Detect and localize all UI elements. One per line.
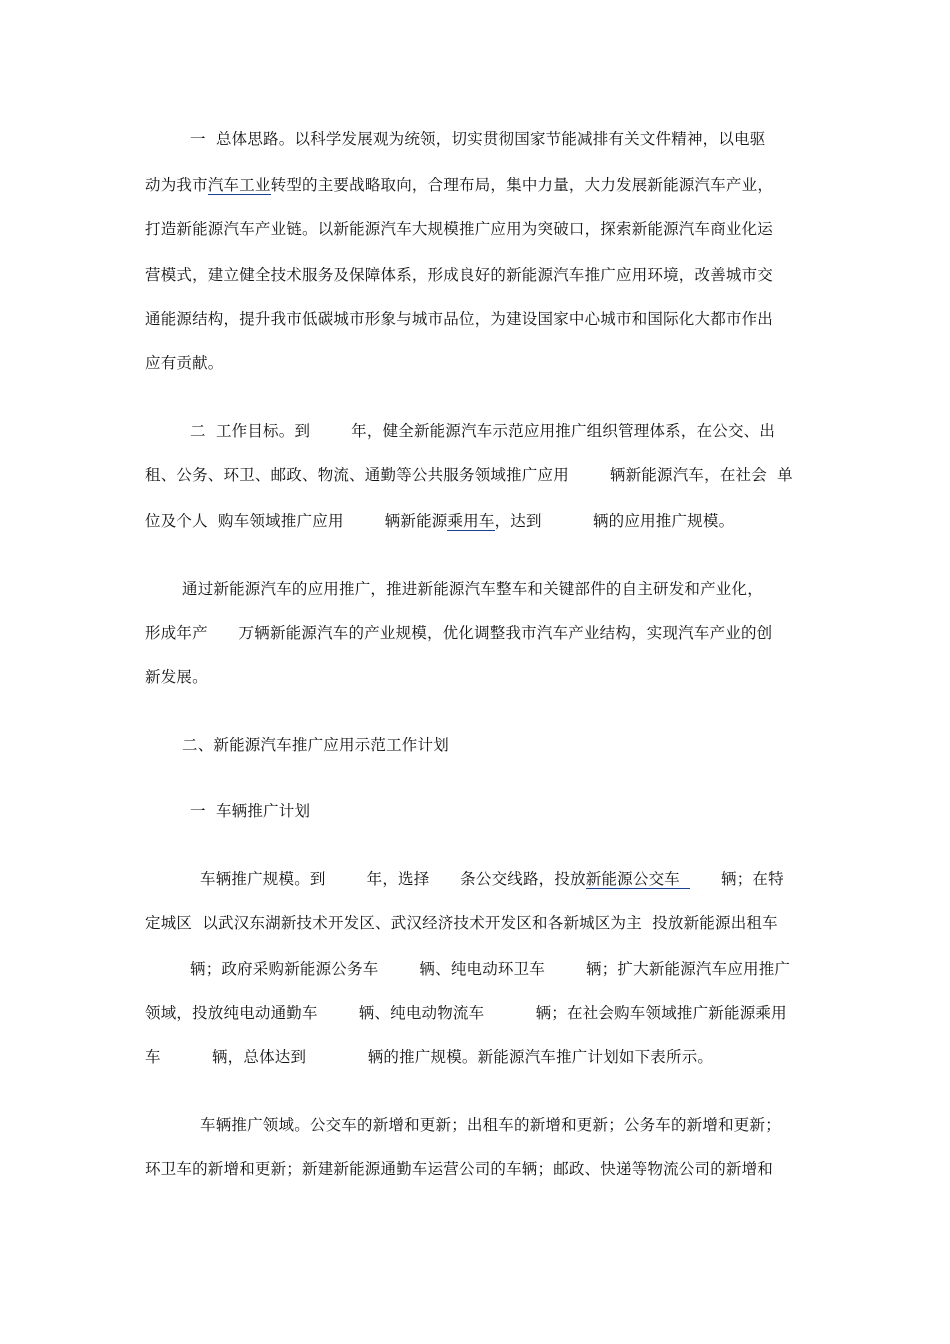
p1-line-2b: 转型的主要战略取向，合理布局，集中力量，大力发展新能源汽车产业， <box>270 176 774 194</box>
p1-line-2a: 动为我市 <box>145 176 208 194</box>
p4-line-4: 领域，投放纯电动通勤车 辆、纯电动物流车 辆；在社会购车领域推广新能源乘用 <box>145 1004 787 1022</box>
section-heading: 二、新能源汽车推广应用示范工作计划 <box>182 736 449 754</box>
p4-line-1b: 辆；在特 <box>690 870 784 888</box>
p1-line-4: 营模式，建立健全技术服务及保障体系，形成良好的新能源汽车推广应用环境，改善城市交 <box>145 266 774 284</box>
p1-line-5: 通能源结构，提升我市低碳城市形象与城市品位，为建设国家中心城市和国际化大都市作出 <box>145 310 774 328</box>
p5-line-2: 环卫车的新增和更新；新建新能源通勤车运营公司的车辆；邮政、快递等物流公司的新增和 <box>145 1160 774 1178</box>
p2-line-2: 租、公务、环卫、邮政、物流、通勤等公共服务领域推广应用 辆新能源汽车，在社会 单 <box>145 466 793 484</box>
p4-line-3: 辆；政府采购新能源公务车 辆、纯电动环卫车 辆；扩大新能源汽车应用推广 <box>190 960 791 978</box>
p1-line-3: 打造新能源汽车产业链。以新能源汽车大规模推广应用为突破口，探索新能源汽车商业化运 <box>145 220 774 238</box>
p1-line-2 <box>145 174 810 196</box>
p4-line-2: 定城区 以武汉东湖新技术开发区、武汉经济技术开发区和各新城区为主 投放新能源出租车 <box>145 914 778 932</box>
p4-line-1a: 车辆推广规模。到 年，选择 条公交线路，投放 <box>200 870 586 888</box>
p4-line-5: 车 辆，总体达到 辆的推广规模。新能源汽车推广计划如下表所示。 <box>145 1048 714 1066</box>
p1-line-6: 应有贡献。 <box>145 354 224 372</box>
p2-line-3b: ，达到 辆的应用推广规模。 <box>494 512 735 530</box>
p2-line-3 <box>145 510 810 532</box>
subsection-heading: 一 车辆推广计划 <box>190 802 311 820</box>
p4-line-1 <box>200 868 865 890</box>
link-passenger-car[interactable]: 乘用车 <box>447 512 495 530</box>
p3-line-2: 形成年产 万辆新能源汽车的产业规模，优化调整我市汽车产业结构，实现汽车产业的创 <box>145 624 773 642</box>
p3-line-1: 通过新能源汽车的应用推广，推进新能源汽车整车和关键部件的自主研发和产业化， <box>182 580 763 598</box>
link-auto-industry[interactable]: 汽车工业 <box>207 176 271 194</box>
link-new-energy-bus[interactable]: 新能源公交车 <box>585 870 691 888</box>
p3-line-3: 新发展。 <box>145 668 208 686</box>
p1-line-1: 一 总体思路。以科学发展观为统领，切实贯彻国家节能减排有关文件精神，以电驱 <box>190 130 766 148</box>
p2-line-1: 二 工作目标。到 年，健全新能源汽车示范应用推广组织管理体系，在公交、出 <box>190 422 776 440</box>
p2-line-3a: 位及个人 购车领域推广应用 辆新能源 <box>145 512 448 530</box>
p5-line-1: 车辆推广领域。公交车的新增和更新；出租车的新增和更新；公务车的新增和更新； <box>200 1116 781 1134</box>
